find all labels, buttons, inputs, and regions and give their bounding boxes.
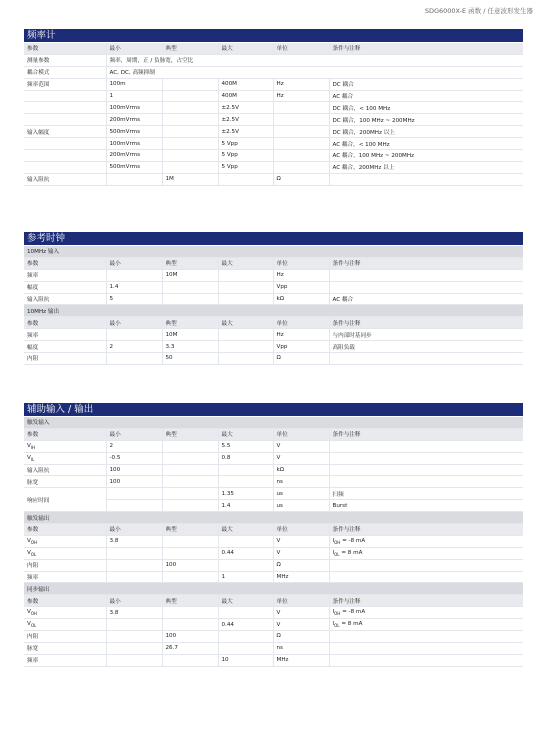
note-cell <box>329 452 523 464</box>
max-cell: ±2.5V <box>218 102 273 114</box>
max-cell: 400M <box>218 78 273 90</box>
min-cell: 100mVrms <box>106 102 162 114</box>
subsection-title: 10MHz 输出 <box>24 305 523 317</box>
max-cell: 1.35 <box>218 488 273 500</box>
section-title-frequency-counter: 频率计 <box>24 29 523 42</box>
header-cell: 条件与注释 <box>329 317 523 329</box>
typ-cell <box>162 102 218 114</box>
note-cell <box>329 440 523 452</box>
header-cell: 条件与注释 <box>329 524 523 536</box>
table-header-row <box>24 43 523 54</box>
table-row <box>24 464 523 476</box>
param-symbol: V <box>27 537 31 544</box>
table-row <box>24 126 523 138</box>
table-header-row <box>24 257 523 269</box>
subsection-title: 触发输出 <box>24 512 523 524</box>
param-cell: 内阻 <box>24 631 106 643</box>
table-row <box>24 341 523 353</box>
typ-cell <box>162 535 218 547</box>
param-cell <box>24 138 106 150</box>
min-cell: 5 <box>106 293 162 305</box>
note-cell <box>329 654 523 666</box>
max-cell: 5.5 <box>218 440 273 452</box>
note-cell <box>329 607 523 619</box>
note-cell <box>329 631 523 643</box>
note-cell: 高阻负载 <box>329 341 523 353</box>
note-cell <box>329 173 523 185</box>
table-row <box>24 173 523 185</box>
min-cell <box>106 329 162 341</box>
unit-cell: Ω <box>273 559 329 571</box>
header-cell: 典型 <box>162 43 218 54</box>
max-cell <box>218 631 273 643</box>
note-cell: DC 耦合 <box>329 78 523 90</box>
note-cell: DC 耦合，100 MHz ~ 200MHz <box>329 114 523 126</box>
param-cell <box>24 440 106 452</box>
min-cell: 200mVrms <box>106 114 162 126</box>
param-cell <box>24 535 106 547</box>
param-cell <box>24 452 106 464</box>
header-cell: 最大 <box>218 524 273 536</box>
unit-cell: Hz <box>273 78 329 90</box>
param-cell: 频率 <box>24 571 106 583</box>
max-cell <box>218 464 273 476</box>
param-subscript: OL <box>30 551 37 557</box>
min-cell: -0.5 <box>106 452 162 464</box>
typ-cell <box>162 654 218 666</box>
note-value: = -8 mA <box>340 537 366 544</box>
table-row <box>24 66 523 78</box>
header-cell: 最小 <box>106 524 162 536</box>
max-cell: 0.44 <box>218 547 273 559</box>
param-cell <box>24 607 106 619</box>
max-cell: 400M <box>218 90 273 102</box>
param-symbol: V <box>27 454 31 461</box>
max-cell: 5 Vpp <box>218 138 273 150</box>
header-cell: 单位 <box>273 257 329 269</box>
min-cell <box>106 173 162 185</box>
param-symbol: V <box>27 609 31 616</box>
note-cell: DC 耦合，< 100 MHz <box>329 102 523 114</box>
min-cell: 1 <box>106 90 162 102</box>
max-cell: 1.4 <box>218 500 273 512</box>
unit-cell <box>273 138 329 150</box>
typ-cell <box>162 126 218 138</box>
typ-cell <box>162 476 218 488</box>
unit-cell: Hz <box>273 90 329 102</box>
table-row <box>24 631 523 643</box>
unit-cell: us <box>273 488 329 500</box>
unit-cell: ns <box>273 476 329 488</box>
param-subscript: OH <box>30 539 37 545</box>
param-cell <box>24 150 106 162</box>
value-cell: 频率，周期，正 / 负脉宽，占空比 <box>106 54 523 66</box>
header-cell: 条件与注释 <box>329 595 523 607</box>
table-row <box>24 281 523 293</box>
typ-cell <box>162 281 218 293</box>
unit-cell <box>273 161 329 173</box>
table-row <box>24 90 523 102</box>
header-cell: 单位 <box>273 524 329 536</box>
param-cell <box>24 547 106 559</box>
table-row <box>24 78 523 90</box>
header-cell: 典型 <box>162 524 218 536</box>
table-row <box>24 293 523 305</box>
table-row <box>24 102 523 114</box>
max-cell: 5 Vpp <box>218 150 273 162</box>
note-subscript: OL <box>334 623 340 629</box>
param-cell: 频率 <box>24 269 106 281</box>
header-cell: 典型 <box>162 428 218 440</box>
param-cell <box>24 619 106 631</box>
unit-cell <box>273 102 329 114</box>
typ-cell <box>162 150 218 162</box>
table-row <box>24 138 523 150</box>
typ-cell <box>162 90 218 102</box>
typ-cell <box>162 464 218 476</box>
table-row <box>24 353 523 365</box>
param-subscript: OH <box>30 611 37 617</box>
note-cell <box>329 464 523 476</box>
param-cell: 输入幅度 <box>24 126 106 138</box>
unit-cell: Ω <box>273 631 329 643</box>
param-cell: 频率 <box>24 654 106 666</box>
typ-cell <box>162 138 218 150</box>
note-value: = 8 mA <box>339 549 363 556</box>
header-cell: 参数 <box>24 428 106 440</box>
header-cell: 最大 <box>218 257 273 269</box>
note-symbol: I <box>332 609 335 616</box>
max-cell <box>218 535 273 547</box>
header-cell: 单位 <box>273 428 329 440</box>
aux-io-table <box>24 417 523 667</box>
min-cell <box>106 571 162 583</box>
unit-cell: V <box>273 535 329 547</box>
max-cell: 0.8 <box>218 452 273 464</box>
header-cell: 单位 <box>273 43 329 54</box>
typ-cell <box>162 78 218 90</box>
typ-cell <box>162 452 218 464</box>
note-cell: 扫频 <box>329 488 523 500</box>
table-row <box>24 619 523 631</box>
unit-cell: kΩ <box>273 464 329 476</box>
note-value: = 8 mA <box>339 621 363 628</box>
table-row <box>24 654 523 666</box>
table-header-row <box>24 524 523 536</box>
max-cell: 10 <box>218 654 273 666</box>
note-cell <box>329 269 523 281</box>
min-cell <box>106 619 162 631</box>
note-cell <box>329 619 523 631</box>
frequency-counter-table <box>24 43 523 186</box>
table-row <box>24 452 523 464</box>
unit-cell: Hz <box>273 269 329 281</box>
unit-cell: Ω <box>273 173 329 185</box>
max-cell: 5 Vpp <box>218 161 273 173</box>
param-symbol: V <box>27 549 31 556</box>
min-cell <box>106 269 162 281</box>
table-row <box>24 114 523 126</box>
header-cell: 最小 <box>106 257 162 269</box>
subsection-row <box>24 305 523 317</box>
unit-cell: V <box>273 607 329 619</box>
min-cell: 100 <box>106 464 162 476</box>
table-row <box>24 559 523 571</box>
max-cell <box>218 341 273 353</box>
param-cell: 输入阻抗 <box>24 173 106 185</box>
max-cell: ±2.5V <box>218 126 273 138</box>
unit-cell: us <box>273 500 329 512</box>
param-cell <box>24 90 106 102</box>
unit-cell: Vpp <box>273 281 329 293</box>
note-value: = -8 mA <box>340 609 366 616</box>
min-cell <box>106 631 162 643</box>
unit-cell: V <box>273 547 329 559</box>
header-cell: 最大 <box>218 317 273 329</box>
param-cell: 频率 <box>24 329 106 341</box>
table-row <box>24 642 523 654</box>
min-cell: 100 <box>106 476 162 488</box>
header-cell: 参数 <box>24 595 106 607</box>
typ-cell <box>162 440 218 452</box>
note-cell: AC 耦合，100 MHz ~ 200MHz <box>329 150 523 162</box>
param-cell: 响应时间 <box>24 488 106 512</box>
note-symbol: I <box>332 537 335 544</box>
param-symbol: V <box>27 621 31 628</box>
note-cell <box>329 476 523 488</box>
table-row <box>24 269 523 281</box>
typ-cell <box>162 488 218 500</box>
note-subscript: OH <box>334 539 341 545</box>
unit-cell: Ω <box>273 353 329 365</box>
param-subscript: IH <box>30 444 36 450</box>
min-cell: 2 <box>106 341 162 353</box>
max-cell <box>218 281 273 293</box>
note-cell: AC 耦合 <box>329 90 523 102</box>
typ-cell <box>162 500 218 512</box>
typ-cell: 10M <box>162 269 218 281</box>
subsection-title: 同步输出 <box>24 583 523 595</box>
table-header-row <box>24 317 523 329</box>
table-row <box>24 535 523 547</box>
note-cell <box>329 353 523 365</box>
note-cell <box>329 559 523 571</box>
min-cell <box>106 654 162 666</box>
header-cell: 最大 <box>218 595 273 607</box>
unit-cell: V <box>273 619 329 631</box>
unit-cell: MHz <box>273 571 329 583</box>
typ-cell <box>162 161 218 173</box>
param-cell: 输入阻抗 <box>24 293 106 305</box>
header-cell: 单位 <box>273 595 329 607</box>
param-subscript: IL <box>30 456 35 462</box>
typ-cell <box>162 547 218 559</box>
table-row <box>24 571 523 583</box>
typ-cell <box>162 619 218 631</box>
note-cell: AC 耦合，200MHz 以上 <box>329 161 523 173</box>
max-cell <box>218 476 273 488</box>
note-subscript: OL <box>334 551 340 557</box>
typ-cell: 1M <box>162 173 218 185</box>
typ-cell: 100 <box>162 631 218 643</box>
note-subscript: OH <box>334 611 341 617</box>
reference-clock-table <box>24 246 523 365</box>
max-cell <box>218 559 273 571</box>
subsection-title: 触发输入 <box>24 417 523 428</box>
typ-cell <box>162 607 218 619</box>
param-cell: 脉宽 <box>24 642 106 654</box>
table-row <box>24 476 523 488</box>
param-cell: 输入阻抗 <box>24 464 106 476</box>
min-cell <box>106 547 162 559</box>
param-cell: 脉宽 <box>24 476 106 488</box>
table-row <box>24 488 523 500</box>
subsection-row <box>24 512 523 524</box>
min-cell: 500mVrms <box>106 161 162 173</box>
unit-cell <box>273 150 329 162</box>
header-cell: 典型 <box>162 317 218 329</box>
unit-cell: MHz <box>273 654 329 666</box>
min-cell: 2 <box>106 440 162 452</box>
unit-cell: V <box>273 452 329 464</box>
header-cell: 参数 <box>24 317 106 329</box>
header-cell: 参数 <box>24 257 106 269</box>
unit-cell: kΩ <box>273 293 329 305</box>
header-cell: 参数 <box>24 43 106 54</box>
max-cell <box>218 173 273 185</box>
note-symbol: I <box>332 621 335 628</box>
table-header-row <box>24 595 523 607</box>
value-cell: AC, DC, 高频抑制 <box>106 66 523 78</box>
table-header-row <box>24 428 523 440</box>
min-cell <box>106 559 162 571</box>
min-cell: 1.4 <box>106 281 162 293</box>
note-cell: DC 耦合，200MHz 以上 <box>329 126 523 138</box>
min-cell <box>106 353 162 365</box>
max-cell <box>218 329 273 341</box>
note-cell <box>329 535 523 547</box>
table-row <box>24 54 523 66</box>
param-cell <box>24 102 106 114</box>
param-symbol: V <box>27 442 31 449</box>
min-cell: 100m <box>106 78 162 90</box>
min-cell: 3.8 <box>106 535 162 547</box>
header-cell: 最小 <box>106 428 162 440</box>
unit-cell <box>273 114 329 126</box>
typ-cell: 10M <box>162 329 218 341</box>
header-cell: 条件与注释 <box>329 257 523 269</box>
min-cell: 3.8 <box>106 607 162 619</box>
param-cell <box>24 114 106 126</box>
typ-cell: 3.3 <box>162 341 218 353</box>
param-subscript: OL <box>30 623 37 629</box>
table-row <box>24 329 523 341</box>
note-cell: 与内部时基同步 <box>329 329 523 341</box>
param-cell: 耦合模式 <box>24 66 106 78</box>
max-cell: 1 <box>218 571 273 583</box>
header-cell: 典型 <box>162 257 218 269</box>
max-cell <box>218 353 273 365</box>
param-cell: 内阻 <box>24 559 106 571</box>
note-cell: AC 耦合 <box>329 293 523 305</box>
page-header: SDG6000X-E 函数 / 任意波形发生器 <box>424 7 533 15</box>
typ-cell <box>162 571 218 583</box>
header-cell: 最小 <box>106 43 162 54</box>
min-cell: 100mVrms <box>106 138 162 150</box>
section-title-aux-io: 辅助输入 / 输出 <box>24 403 523 416</box>
param-cell: 幅度 <box>24 281 106 293</box>
unit-cell: Vpp <box>273 341 329 353</box>
note-cell <box>329 547 523 559</box>
max-cell <box>218 642 273 654</box>
unit-cell: V <box>273 440 329 452</box>
unit-cell <box>273 126 329 138</box>
header-cell: 最大 <box>218 43 273 54</box>
subsection-row <box>24 417 523 428</box>
max-cell: 0.44 <box>218 619 273 631</box>
header-cell: 最小 <box>106 317 162 329</box>
param-cell: 测量参数 <box>24 54 106 66</box>
min-cell: 500mVrms <box>106 126 162 138</box>
header-cell: 典型 <box>162 595 218 607</box>
table-row <box>24 547 523 559</box>
subsection-row <box>24 583 523 595</box>
max-cell: ±2.5V <box>218 114 273 126</box>
note-cell <box>329 642 523 654</box>
table-row <box>24 607 523 619</box>
max-cell <box>218 293 273 305</box>
typ-cell: 50 <box>162 353 218 365</box>
subsection-row <box>24 246 523 257</box>
typ-cell: 100 <box>162 559 218 571</box>
param-cell: 幅度 <box>24 341 106 353</box>
table-row <box>24 150 523 162</box>
note-cell <box>329 571 523 583</box>
min-cell <box>106 642 162 654</box>
header-cell: 单位 <box>273 317 329 329</box>
unit-cell: Hz <box>273 329 329 341</box>
typ-cell <box>162 293 218 305</box>
min-cell: 200mVrms <box>106 150 162 162</box>
header-cell: 条件与注释 <box>329 428 523 440</box>
note-cell <box>329 281 523 293</box>
max-cell <box>218 607 273 619</box>
min-cell <box>106 488 162 500</box>
header-cell: 最大 <box>218 428 273 440</box>
note-cell: Burst <box>329 500 523 512</box>
header-cell: 参数 <box>24 524 106 536</box>
subsection-title: 10MHz 输入 <box>24 246 523 257</box>
param-cell: 内阻 <box>24 353 106 365</box>
typ-cell <box>162 114 218 126</box>
table-row <box>24 161 523 173</box>
header-cell: 条件与注释 <box>329 43 523 54</box>
note-symbol: I <box>332 549 335 556</box>
param-cell <box>24 161 106 173</box>
min-cell <box>106 500 162 512</box>
unit-cell: ns <box>273 642 329 654</box>
param-cell: 频率范围 <box>24 78 106 90</box>
note-cell: AC 耦合，< 100 MHz <box>329 138 523 150</box>
header-cell: 最小 <box>106 595 162 607</box>
typ-cell: 26.7 <box>162 642 218 654</box>
section-title-reference-clock: 参考时钟 <box>24 232 523 245</box>
max-cell <box>218 269 273 281</box>
table-row <box>24 440 523 452</box>
